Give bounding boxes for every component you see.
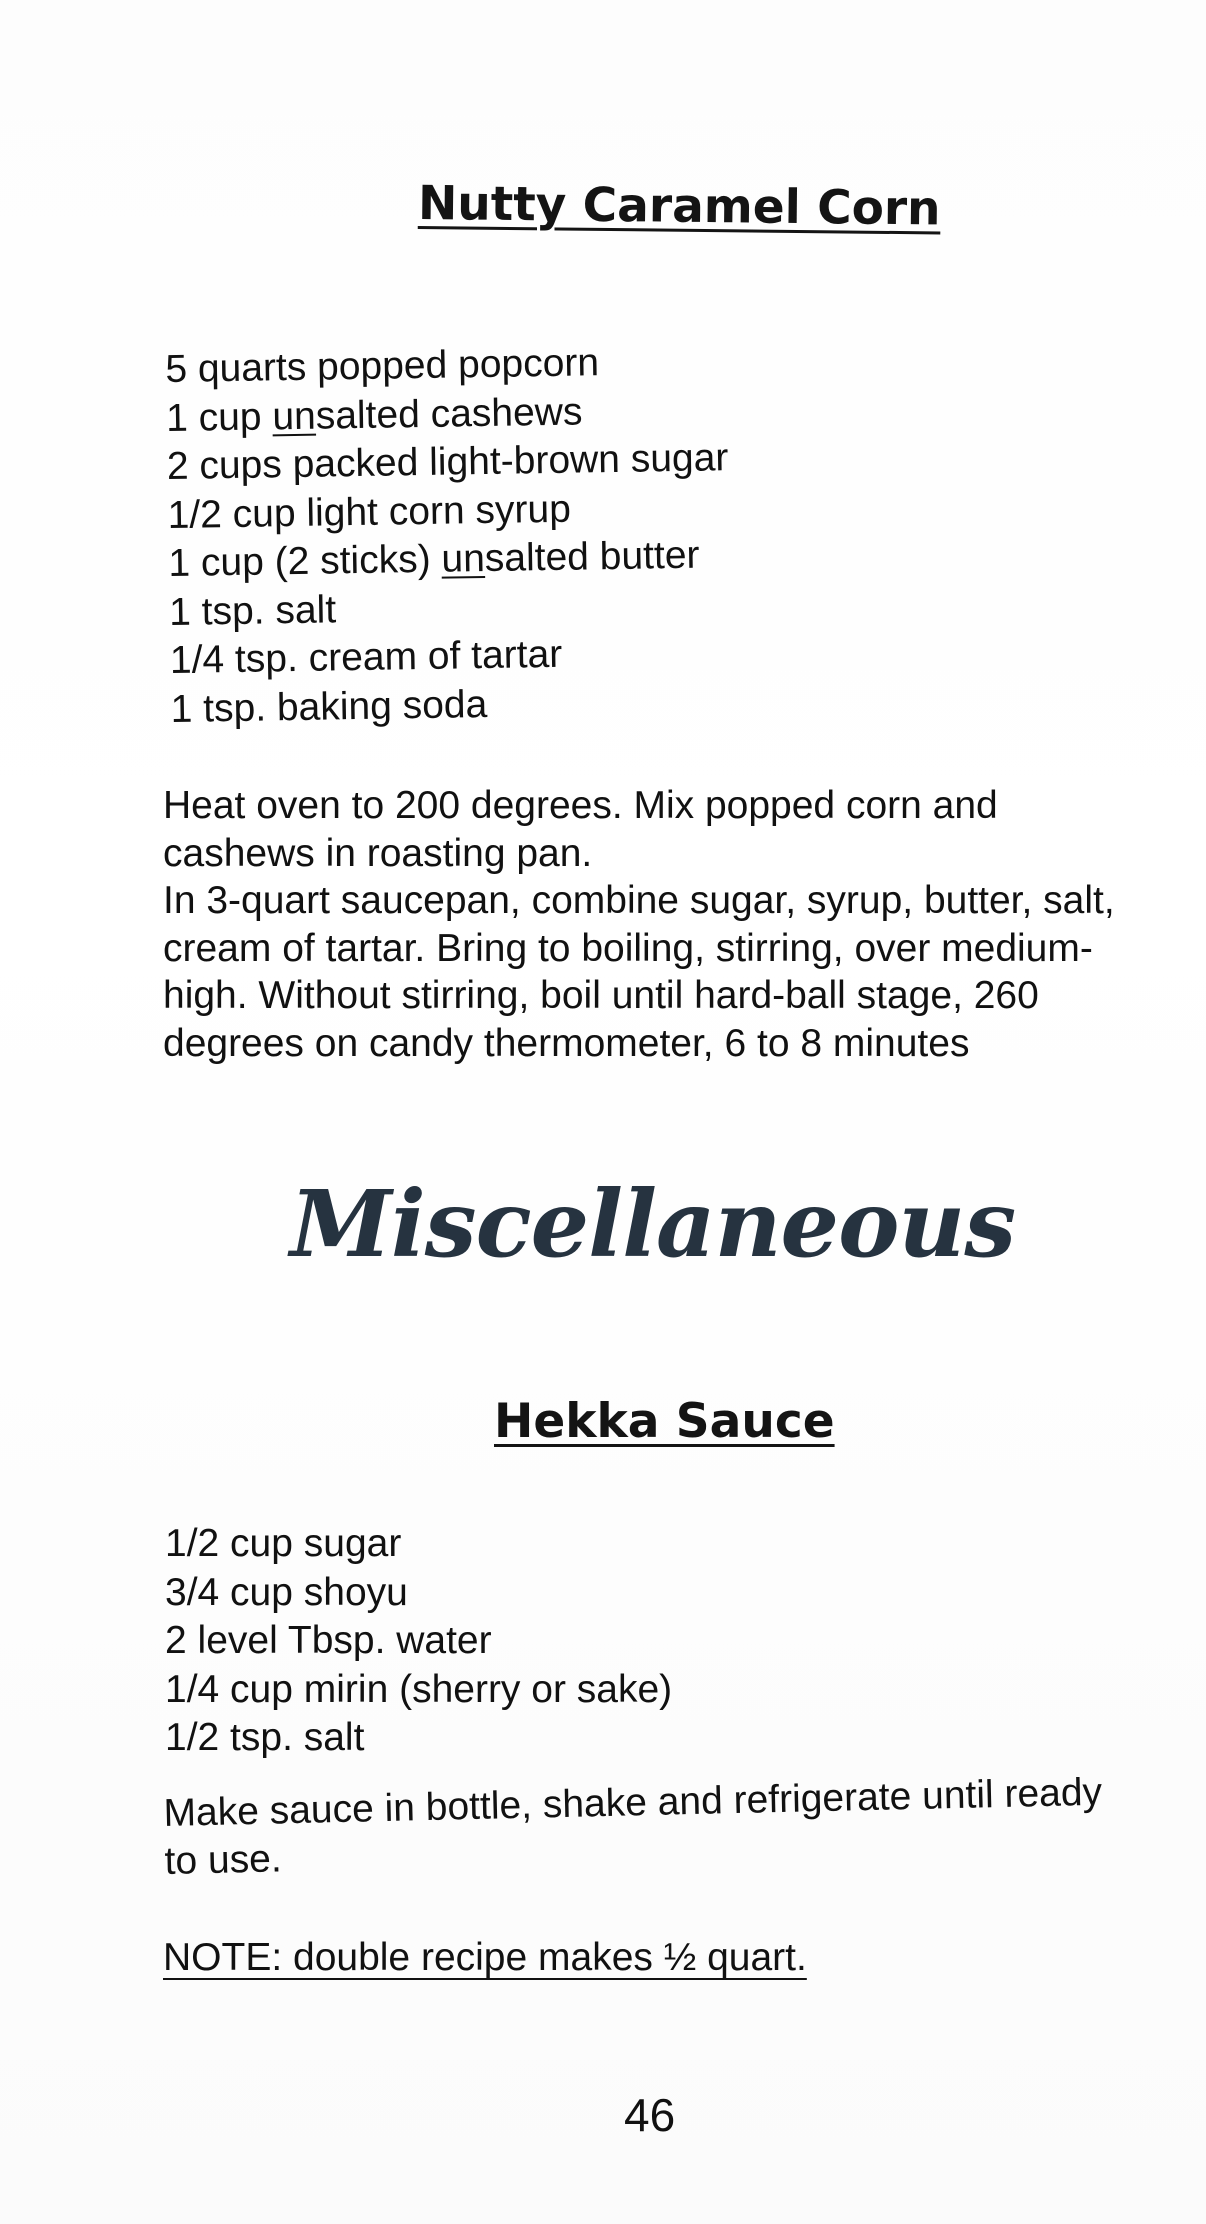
- ingredient-list: [165, 337, 733, 734]
- recipe-title: Nutty Caramel Corn: [417, 176, 941, 237]
- ingredient-item: 2 level Tbsp. water: [165, 1619, 492, 1662]
- ingredient-item: 1/2 cup light corn syrup: [167, 487, 572, 537]
- ingredient-item: 1 tsp. baking soda: [170, 682, 488, 731]
- recipe-note: NOTE: double recipe makes ½ quart.: [163, 1936, 807, 1979]
- ingredient-item: 1/4 cup mirin (sherry or sake): [165, 1667, 673, 1711]
- ingredient-item: 1/4 tsp. cream of tartar: [169, 632, 563, 682]
- ingredient-item: 1/2 tsp. salt: [165, 1716, 365, 1759]
- ingredient-item: 1 tsp. salt: [168, 587, 337, 634]
- ingredient-list: [165, 1520, 672, 1763]
- page-number: 46: [624, 2089, 676, 2141]
- ingredient-item: 1 cup (2 sticks) unsalted butter: [168, 533, 700, 585]
- ingredient-item: 3/4 cup shoyu: [165, 1570, 408, 1614]
- recipe-directions: Make sauce in bottle, shake and refrigerate until ready to use.: [163, 1770, 1103, 1883]
- ingredient-item: 1 cup unsalted cashews: [165, 389, 583, 440]
- direction-paragraph: In 3-quart saucepan, combine sugar, syrup, butter, salt, cream of tartar. Bring to boiling, stirring, over medium-high. Without stirring, boil until hard-ball stage, 260 degrees on candy thermometer, 6 to 8 minutes: [163, 879, 1115, 1065]
- recipe-directions: [163, 782, 1153, 1067]
- ingredient-item: 2 cups packed light-brown sugar: [166, 436, 729, 488]
- direction-paragraph: Heat oven to 200 degrees. Mix popped corn and cashews in roasting pan.: [163, 784, 998, 875]
- section-heading: Miscellaneous: [290, 1170, 1016, 1278]
- recipe-title: Hekka Sauce: [494, 1394, 835, 1449]
- ingredient-item: 1/2 cup sugar: [165, 1522, 402, 1565]
- ingredient-item: 5 quarts popped popcorn: [165, 341, 600, 391]
